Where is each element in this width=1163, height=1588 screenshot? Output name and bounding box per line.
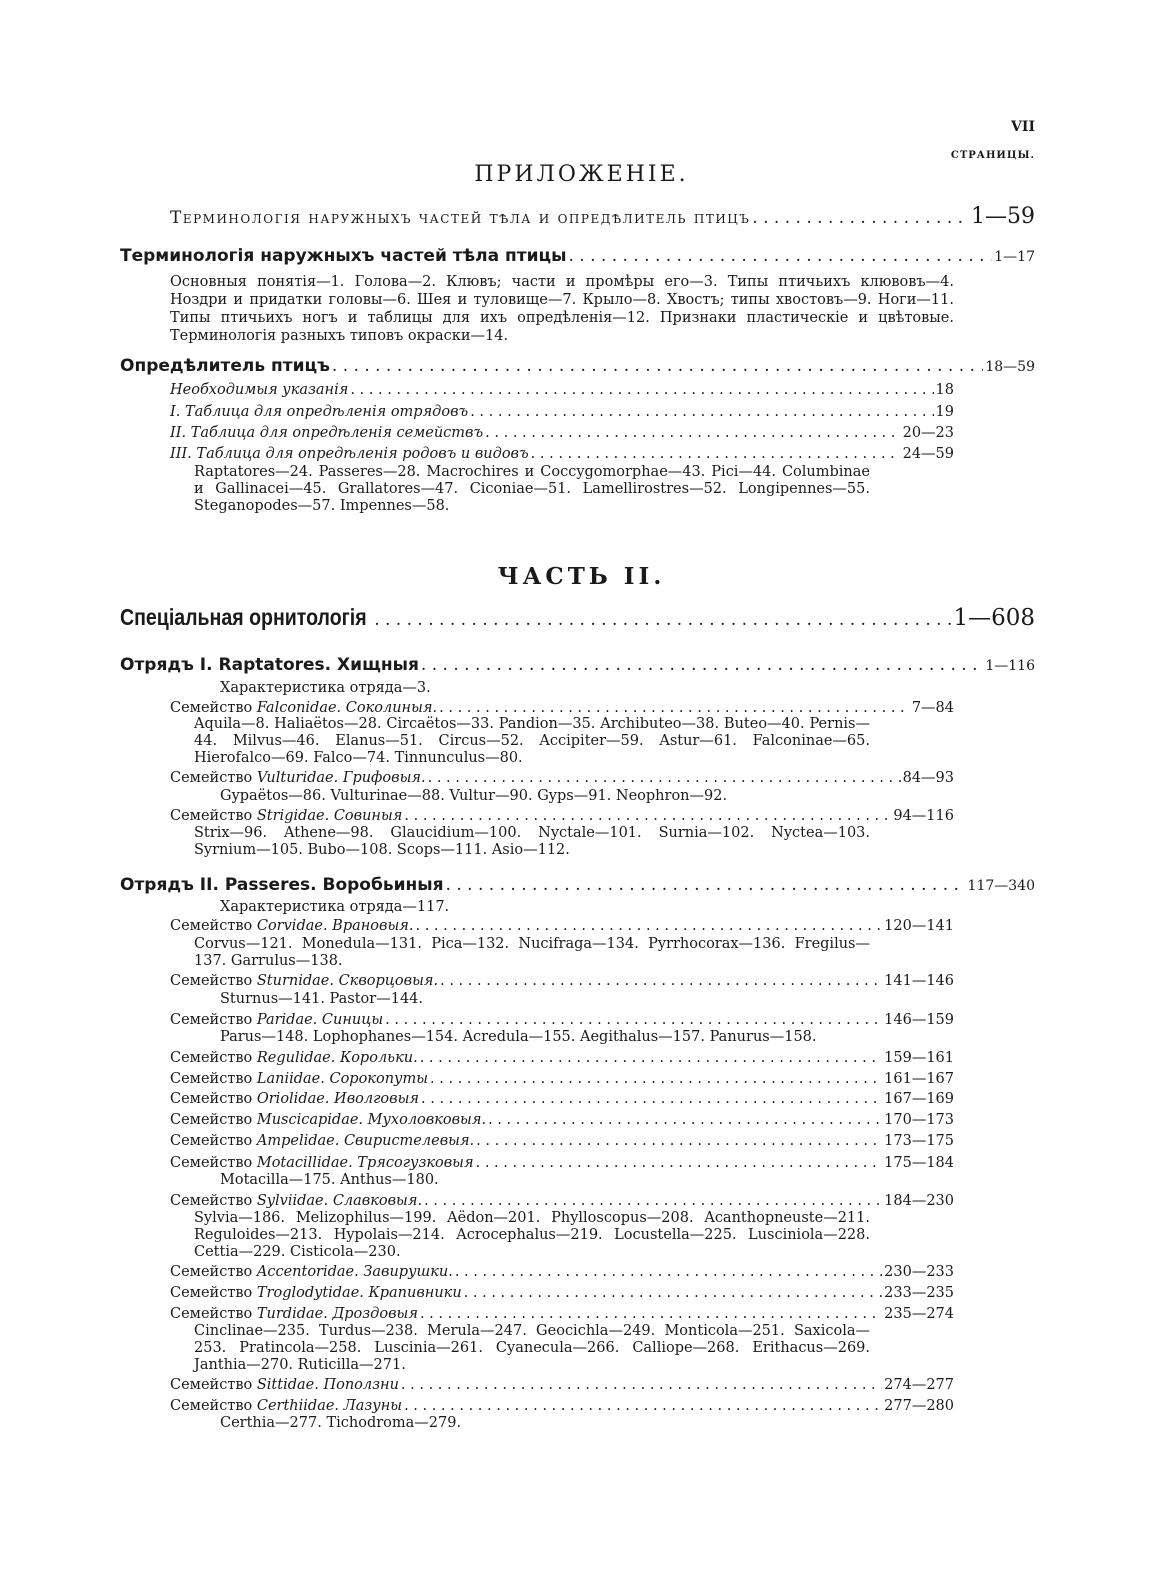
key-pages: 18—59	[985, 359, 1035, 375]
order-1-title: Отрядъ I. Raptatores. Хищныя	[120, 655, 419, 675]
family-genera: Motacilla—175. Anthus—180.	[220, 1172, 439, 1188]
family-pages: 235—274	[884, 1306, 954, 1322]
family-entry[interactable]	[170, 1398, 954, 1414]
family-entry[interactable]	[170, 1112, 954, 1128]
family-entry[interactable]	[170, 973, 954, 989]
family-name: Falconidae. Соколиныя.	[256, 700, 438, 716]
family-name: Corvidae. Врановыя.	[256, 918, 414, 934]
family-prefix: Семейство	[170, 1071, 253, 1087]
family-pages: 146—159	[884, 1012, 954, 1028]
family-name: Paridae. Синицы	[256, 1012, 384, 1028]
leader-dots	[531, 446, 901, 462]
leader-dots	[421, 1091, 882, 1107]
order-2-characteristic: Характеристика отряда—117.	[220, 899, 450, 915]
family-pages: 161—167	[884, 1071, 954, 1087]
family-prefix: Семейство	[170, 808, 253, 824]
family-name: Turdidae. Дроздовыя	[256, 1306, 418, 1322]
family-pages: 167—169	[884, 1091, 954, 1107]
key-entry[interactable]	[120, 356, 1035, 376]
family-genera: Corvus—121. Monedula—131. Pica—132. Nucifraga—134. Pyrrhocorax—136. Fregilus—137. Garrulus—138.	[194, 936, 870, 969]
leader-dots	[404, 808, 891, 824]
family-entry[interactable]	[170, 1377, 954, 1393]
order-2-entry[interactable]	[120, 875, 1035, 895]
family-pages: 175—184	[884, 1155, 954, 1171]
family-pages: 159—161	[884, 1050, 954, 1066]
family-prefix: Семейство	[170, 1398, 253, 1414]
family-name: Sittidae. Поползни	[256, 1377, 399, 1393]
family-name: Muscicapidae. Мухоловковыя.	[256, 1112, 487, 1128]
key-item-label: II. Таблица для опредѣленія семействъ	[170, 425, 484, 441]
family-prefix: Семейство	[170, 1112, 253, 1128]
family-entry[interactable]	[170, 700, 954, 716]
order-2-title: Отрядъ II. Passeres. Воробьиныя	[120, 875, 444, 895]
family-entry[interactable]	[170, 1012, 954, 1028]
leader-dots	[404, 1398, 882, 1414]
leader-dots	[485, 425, 900, 441]
family-prefix: Семейство	[170, 1264, 253, 1280]
leader-dots	[439, 700, 910, 716]
family-pages: 94—116	[893, 808, 954, 824]
leader-dots	[446, 875, 966, 895]
family-prefix: Семейство	[170, 770, 253, 786]
family-pages: 173—175	[884, 1133, 954, 1149]
family-entry[interactable]	[170, 1155, 954, 1171]
family-prefix: Семейство	[170, 1285, 253, 1301]
key-item-pages: 24—59	[902, 446, 954, 462]
order-1-characteristic: Характеристика отряда—3.	[220, 680, 431, 696]
family-name: Motacillidae. Трясогузковыя	[256, 1155, 474, 1171]
family-name: Oriolidae. Иволговыя	[256, 1091, 420, 1107]
family-name: Sylviidae. Славковыя.	[256, 1193, 423, 1209]
family-pages: 230—233	[884, 1264, 954, 1280]
family-pages: 84—93	[902, 770, 954, 786]
leader-dots	[455, 1264, 882, 1280]
appendix-main-entry[interactable]	[170, 204, 1035, 229]
leader-dots	[476, 1133, 882, 1149]
family-genera: Certhia—277. Tichodroma—279.	[220, 1415, 462, 1431]
leader-dots	[428, 770, 901, 786]
key-item-label: Необходимыя указанія	[170, 382, 349, 398]
family-pages: 170—173	[884, 1112, 954, 1128]
special-ornithology-entry[interactable]	[120, 604, 1035, 631]
family-prefix: Семейство	[170, 1377, 253, 1393]
terminology-title: Терминологія наружныхъ частей тѣла птицы	[120, 246, 567, 266]
family-entry[interactable]	[170, 1071, 954, 1087]
leader-dots	[420, 1306, 882, 1322]
leader-dots	[421, 655, 983, 675]
family-prefix: Семейство	[170, 1306, 253, 1322]
key-title: Опредѣлитель птицъ	[120, 356, 330, 376]
family-pages: 184—230	[884, 1193, 954, 1209]
key-item[interactable]	[170, 425, 954, 441]
appendix-main-label: Терминологія наружныхъ частей тѣла и опредѣлитель птицъ	[170, 208, 751, 228]
family-entry[interactable]	[170, 1050, 954, 1066]
special-ornithology-title: Спеціальная орнитологія	[120, 604, 367, 630]
family-prefix: Семейство	[170, 1155, 253, 1171]
family-name: Sturnidae. Скворцовыя.	[256, 973, 439, 989]
family-entry[interactable]	[170, 1133, 954, 1149]
family-name: Accentoridae. Завирушки.	[256, 1264, 453, 1280]
family-entry[interactable]	[170, 1193, 954, 1209]
family-prefix: Семейство	[170, 1012, 253, 1028]
leader-dots	[332, 356, 983, 376]
family-name: Certhiidae. Лазуны	[256, 1398, 403, 1414]
family-pages: 277—280	[884, 1398, 954, 1414]
family-entry[interactable]	[170, 1264, 954, 1280]
key-item-label: I. Таблица для опредѣленія отрядовъ	[170, 404, 469, 420]
leader-dots	[424, 1193, 882, 1209]
family-name: Ampelidae. Свиристелевыя.	[256, 1133, 475, 1149]
terminology-entry[interactable]	[120, 246, 1035, 266]
leader-dots	[374, 610, 951, 630]
family-genera: Aquila—8. Haliaëtos—28. Circaëtos—33. Pandion—35. Archibuteo—38. Buteo—40. Pernis—44. Milvus—46. Elanus—51. Circus—52. Accipiter—59. Astur—61. Falconinae—65. Hierofalco—69. Falco—74. Tinnunculus—80.	[194, 716, 870, 766]
appendix-title: ПРИЛОЖЕНІЕ.	[474, 162, 689, 187]
order-1-pages: 1—116	[985, 658, 1035, 674]
terminology-description: Основныя понятія—1. Голова—2. Клювъ; части и промѣры его—3. Типы птичьихъ клювовъ—4. Ноздри и придатки головы—6. Шея и туловище—7. Крыло—8. Хвостъ; типы хвостовъ—9. Ноги—11. Типы птичьихъ ногъ и таблицы для ихъ опредѣленія—12. Признаки пластическіе и цвѣтовые. Терминологія разныхъ типовъ окраски—14.	[170, 274, 954, 344]
family-name: Regulidae. Корольки.	[256, 1050, 418, 1066]
leader-dots	[488, 1112, 882, 1128]
family-name: Strigidae. Совиныя	[256, 808, 403, 824]
key-item-label: III. Таблица для опредѣленія родовъ и видовъ	[170, 446, 529, 462]
family-prefix: Семейство	[170, 700, 253, 716]
family-prefix: Семейство	[170, 1091, 253, 1107]
family-prefix: Семейство	[170, 1193, 253, 1209]
order-1-entry[interactable]	[120, 655, 1035, 675]
family-entry[interactable]	[170, 808, 954, 824]
family-pages: 120—141	[884, 918, 954, 934]
order-2-pages: 117—340	[967, 878, 1035, 894]
leader-dots	[420, 1050, 882, 1066]
family-entry[interactable]	[170, 1091, 954, 1107]
leader-dots	[470, 404, 933, 420]
family-genera: Sturnus—141. Pastor—144.	[220, 991, 424, 1007]
leader-dots	[464, 1285, 882, 1301]
family-prefix: Семейство	[170, 918, 253, 934]
part-title: ЧАСТЬ II.	[497, 563, 666, 590]
family-entry[interactable]	[170, 1285, 954, 1301]
family-genera: Strix—96. Athene—98. Glaucidium—100. Nyctale—101. Surnia—102. Nyctea—103. Syrnium—105. Bubo—108. Scops—111. Asio—112.	[194, 825, 870, 858]
leader-dots	[385, 1012, 882, 1028]
family-prefix: Семейство	[170, 1133, 253, 1149]
family-genera: Sylvia—186. Melizophilus—199. Aëdon—201. Phylloscopus—208. Acanthopneuste—211. Reguloides—213. Hypolais—214. Acrocephalus—219. Locustella—225. Lusciniola—228. Cettia—229. Cisticola—230.	[194, 1210, 870, 1260]
page-number: VII	[1011, 119, 1035, 135]
key-item-pages: 20—23	[902, 425, 954, 441]
family-entry[interactable]	[170, 1306, 954, 1322]
key-genera: Raptatores—24. Passeres—28. Macrochires и Coccygomorphae—43. Pici—44. Columbinae и Gallinacei—45. Grallatores—47. Ciconiae—51. Lamellirostres—52. Longipennes—55. Steganopodes—57. Impennes—58.	[194, 464, 870, 514]
appendix-main-pages: 1—59	[971, 204, 1035, 229]
leader-dots	[416, 918, 883, 934]
family-pages: 141—146	[884, 973, 954, 989]
key-item[interactable]	[170, 404, 954, 420]
pages-column-label: СТРАНИЦЫ.	[950, 150, 1035, 161]
key-item-pages: 18	[935, 382, 954, 398]
key-item-pages: 19	[935, 404, 954, 420]
family-pages: 274—277	[884, 1377, 954, 1393]
family-name: Troglodytidae. Крапивники	[256, 1285, 462, 1301]
family-genera: Cinclinae—235. Turdus—238. Merula—247. Geocichla—249. Monticola—251. Saxicola—253. Pratincola—258. Luscinia—261. Cyanecula—266. Calliope—268. Erithacus—269. Janthia—270. Ruticilla—271.	[194, 1323, 870, 1373]
family-genera: Parus—148. Lophophanes—154. Acredula—155. Aegithalus—157. Panurus—158.	[220, 1029, 817, 1045]
family-prefix: Семейство	[170, 973, 253, 989]
leader-dots	[401, 1377, 882, 1393]
family-pages: 7—84	[911, 700, 954, 716]
family-entry[interactable]	[170, 770, 954, 786]
key-item[interactable]	[170, 446, 954, 462]
family-name: Laniidae. Сорокопуты	[256, 1071, 429, 1087]
terminology-pages: 1—17	[994, 249, 1035, 265]
family-entry[interactable]	[170, 918, 954, 934]
family-name: Vulturidae. Грифовыя.	[256, 770, 426, 786]
leader-dots	[350, 382, 933, 398]
family-pages: 233—235	[884, 1285, 954, 1301]
family-prefix: Семейство	[170, 1050, 253, 1066]
leader-dots	[430, 1071, 882, 1087]
leader-dots	[568, 246, 992, 266]
leader-dots	[752, 208, 969, 228]
leader-dots	[476, 1155, 883, 1171]
leader-dots	[440, 973, 882, 989]
family-genera: Gypaëtos—86. Vulturinae—88. Vultur—90. Gyps—91. Neophron—92.	[220, 788, 728, 804]
key-item[interactable]	[170, 382, 954, 398]
special-ornithology-pages: 1—608	[953, 605, 1035, 631]
